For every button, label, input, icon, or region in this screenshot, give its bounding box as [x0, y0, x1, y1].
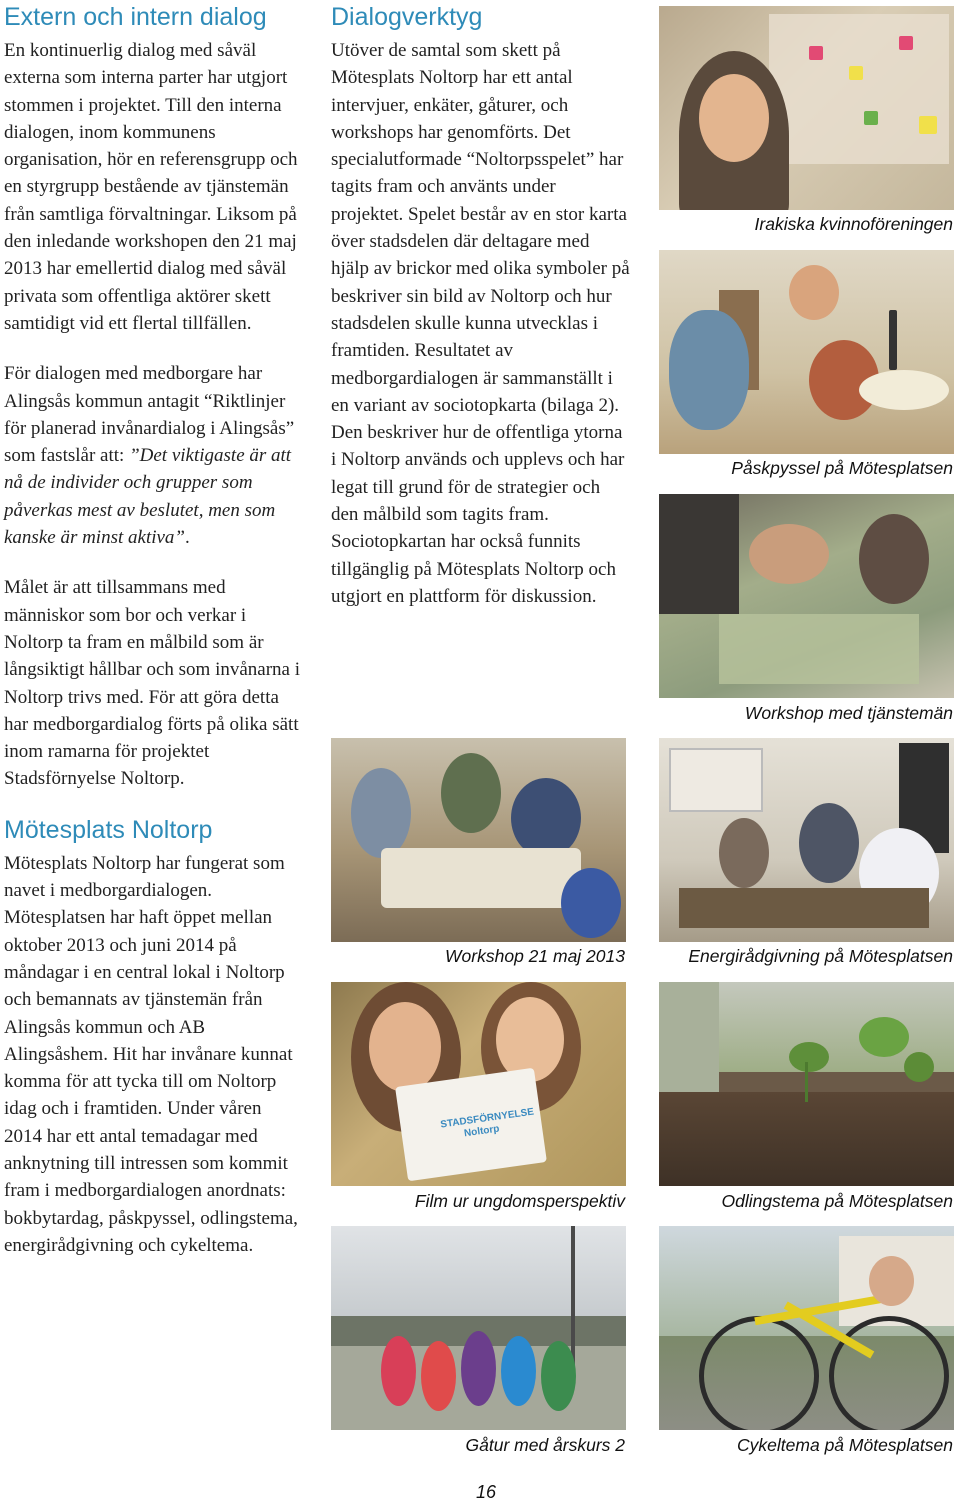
- heading-extern-intern-dialog: Extern och intern dialog: [4, 3, 267, 31]
- caption-workshop-tjansteman: Workshop med tjänstemän: [744, 703, 953, 723]
- caption-film-ungdomsperspektiv: Film ur ungdomsperspektiv: [414, 1191, 625, 1211]
- caption-irakiska: Irakiska kvinnoföreningen: [754, 214, 953, 234]
- logo-stadsfornyelse-noltorp: STADSFÖRNYELSE Noltorp: [439, 1106, 535, 1140]
- paragraph-malet: Målet är att tillsammans med människor som bor och verkar i Noltorp ta fram en målbild som är långsiktigt hållbar och som invånarna i Noltorp trivs med. För att göra detta har medborgardialog förts på olika sätt inom ramarna för projektet Stadsförnyelse Noltorp.: [4, 577, 301, 790]
- caption-odlingstema: Odlingstema på Mötesplatsen: [721, 1191, 953, 1211]
- paragraph-motesplats: Mötesplats Noltorp har fungerat som navet i medborgardialogen. Mötesplatsen har haft öppet mellan oktober 2013 och juni 2014 på måndagar i en central lokal i Noltorp och bemannats av tjänstemän från Alingsås kommun och AB Alingsåshem. Hit har invånare kunnat komma för att tycka till om Noltorp idag och i framtiden. Under våren 2014 har ett antal temadagar med anknytning till intressen som kommit fram i medborgardialogen anordnats: bokbytardag, påskpyssel, odlingstema, energirådgivning och cykeltema.: [4, 852, 298, 1256]
- paragraph-dialogverktyg: Utöver de samtal som skett på Mötesplats Noltorp har ett antal intervjuer, enkäter, gåturer, och workshops har genomförts. Det specialutformade “Noltorpsspelet” har tagits fram och använts under projektet. Spelet består av en stor karta över stadsdelen där deltagare med hjälp av brickor med olika symboler på beskriver sin bild av Noltorp och hur stadsdelen skulle kunna utvecklas i framtiden. Resultatet av medborgardialogen är sammanställt i en variant av sociotopkarta (bilaga 2). Den beskriver hur de offentliga ytorna i Noltorp används och upplevs och har legat till grund för de strategier och den målbild som tagits fram. Sociotopkartan har också funnits tillgänglig på Mötesplats Noltorp och utgjort en plattform för diskussion.: [331, 40, 630, 607]
- caption-gatur: Gåtur med årskurs 2: [465, 1435, 625, 1455]
- photo-gatur-arskurs-2: [331, 1226, 626, 1430]
- photo-film-ungdomsperspektiv: [331, 982, 626, 1186]
- caption-workshop-21-maj: Workshop 21 maj 2013: [445, 946, 625, 966]
- caption-paskpyssel: Påskpyssel på Mötesplatsen: [731, 458, 953, 478]
- page-number: 16: [476, 1482, 497, 1502]
- photo-cykeltema: [659, 1226, 954, 1430]
- middle-column: [331, 2, 631, 610]
- photo-workshop-21-maj: [331, 738, 626, 942]
- photo-energiradgivning: [659, 738, 954, 942]
- caption-energiradgivning: Energirådgivning på Mötesplatsen: [688, 946, 953, 966]
- riktlinjer-end: .: [185, 527, 190, 549]
- paragraph-extern-intern: En kontinuerlig dialog med såväl externa som interna parter har utgjort stommen i projektet. Till den interna dialogen, inom kommunens organisation, hör en referensgrupp och en styrgrupp bestående av tjänstemän från samtliga förvaltningar. Liksom på den inledande workshopen den 21 maj 2013 har emellertid dialog med såväl privata som offentliga aktörer skett samtidigt vid ett flertal tillfällen.: [4, 40, 298, 334]
- photo-irakiska-kvinnoforeningen: [659, 6, 954, 210]
- left-column: [4, 2, 304, 1259]
- heading-dialogverktyg: Dialogverktyg: [331, 3, 483, 31]
- photo-workshop-tjansteman: [659, 494, 954, 698]
- photo-odlingstema: [659, 982, 954, 1186]
- heading-motesplats-noltorp: Mötesplats Noltorp: [4, 815, 213, 844]
- paragraph-riktlinjer: [4, 360, 304, 551]
- riktlinjer-quote: ”Det viktigaste är att nå de individer och grupper som påverkas mest av beslutet, men som kanske är minst aktiva”: [4, 445, 292, 549]
- caption-cykeltema: Cykeltema på Mötesplatsen: [737, 1435, 953, 1455]
- photo-paskpyssel: [659, 250, 954, 454]
- riktlinjer-intro: För dialogen med medborgare har Alingsås kommun antagit “Riktlinjer för planerad invånardialog i Alingsås” som fastslår att:: [4, 363, 295, 467]
